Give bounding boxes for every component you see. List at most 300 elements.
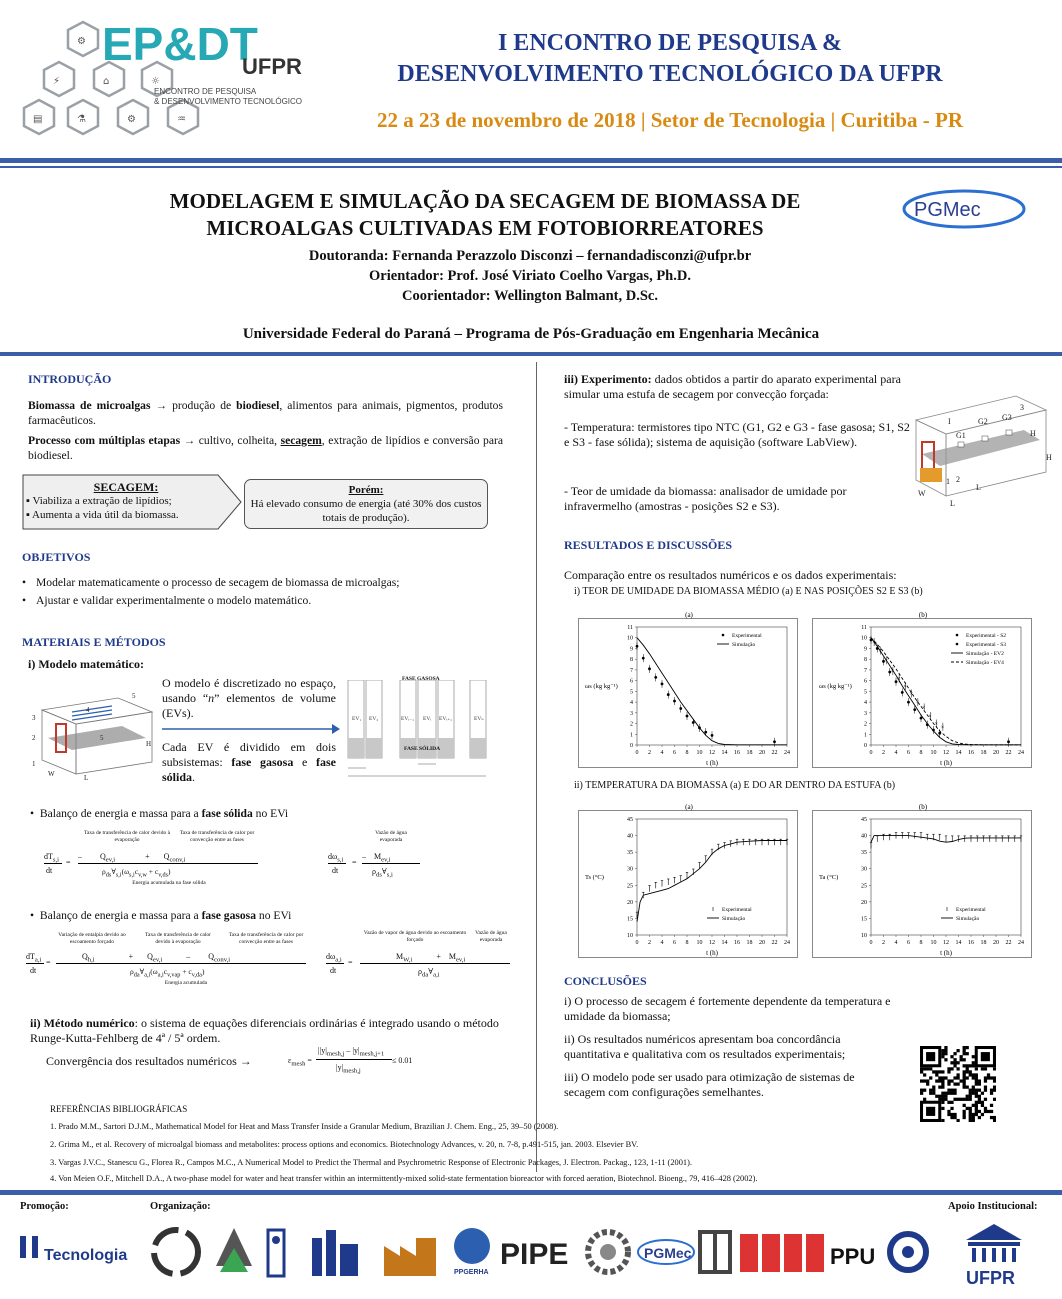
tecnologia-logo [20, 1230, 127, 1264]
qr-module [947, 1079, 950, 1082]
y-tick-label: 3 [864, 710, 867, 717]
legend-label: Simulação - EV2 [966, 651, 1004, 657]
qr-module [975, 1113, 978, 1116]
data-point: × [915, 700, 920, 707]
methods-heading: MATERIAIS E MÉTODOS [22, 635, 166, 649]
svg-text:L: L [950, 499, 955, 508]
eq-annotation: Variação de entalpia devido ao escoamento forçado [58, 932, 126, 945]
qr-module [947, 1101, 950, 1104]
y-axis-label: ωs (kg kg⁻¹) [585, 683, 618, 690]
tower-logo [268, 1230, 284, 1276]
data-point: × [890, 668, 895, 675]
y-tick-label: 6 [864, 678, 867, 685]
legend-label: Experimental [732, 633, 762, 639]
svg-text:PIPE: PIPE [500, 1238, 569, 1271]
y-tick-label: 1 [864, 732, 867, 739]
qr-module [935, 1079, 938, 1082]
qr-module [993, 1116, 996, 1119]
lab-logo [700, 1232, 730, 1272]
qr-module [938, 1098, 941, 1101]
qr-finder-core [926, 1052, 935, 1061]
header-rule [0, 158, 1062, 163]
qr-module [966, 1064, 969, 1067]
x-axis-label: t (h) [940, 759, 952, 767]
qr-module [963, 1116, 966, 1119]
qr-module [953, 1092, 956, 1095]
y-tick-label: 11 [627, 625, 633, 631]
qr-module [956, 1098, 959, 1101]
objectives-heading: OBJETIVOS [22, 550, 91, 564]
x-tick-label: 2 [648, 750, 651, 756]
qr-module [938, 1086, 941, 1089]
y-tick-label: 45 [627, 817, 633, 823]
results-intro: Comparação entre os resultados numéricos e os dados experimentais: [564, 568, 897, 582]
qr-module [950, 1113, 953, 1116]
qr-module [972, 1113, 975, 1116]
y-tick-label: 30 [627, 866, 633, 873]
qr-module [941, 1082, 944, 1085]
x-tick-label: 4 [894, 750, 898, 756]
results-caption-temperature: ii) TEMPERATURA DA BIOMASSA (a) E DO AR DENTRO DA ESTUFA (b) [574, 780, 896, 791]
qr-module [953, 1052, 956, 1055]
x-tick-label: 24 [784, 750, 790, 756]
event-logo [14, 8, 344, 148]
y-tick-label: 45 [861, 817, 867, 823]
qr-module [975, 1101, 978, 1104]
x-tick-label: 12 [943, 750, 949, 756]
x-tick-label: 4 [660, 940, 664, 946]
x-tick-label: 22 [1005, 750, 1012, 756]
section-rule [0, 352, 1062, 356]
y-tick-label: 3 [630, 710, 633, 717]
qr-module [966, 1095, 969, 1098]
model-arrow [160, 722, 340, 736]
legend-marker [956, 643, 959, 646]
qr-module [953, 1082, 956, 1085]
qr-module [960, 1055, 963, 1058]
qr-module [972, 1064, 975, 1067]
x-tick-label: 6 [673, 940, 676, 946]
svg-text:G1: G1 [956, 431, 966, 440]
qr-module [947, 1110, 950, 1113]
svg-text:PPGERHA: PPGERHA [454, 1269, 489, 1276]
data-point: × [872, 640, 876, 647]
svg-text:☼: ☼ [151, 76, 160, 87]
y-axis-label: Ts (°C) [585, 874, 604, 881]
plot-frame [637, 627, 787, 745]
qr-module [978, 1110, 981, 1113]
footer-support-label: Apoio Institucional: [948, 1201, 1038, 1212]
y-tick-label: 15 [861, 916, 867, 923]
qr-module [950, 1055, 953, 1058]
qr-module [969, 1070, 972, 1073]
qr-module [941, 1079, 944, 1082]
qr-module [920, 1067, 923, 1070]
x-tick-label: 22 [771, 940, 778, 946]
references-heading: REFERÊNCIAS BIBLIOGRÁFICAS [50, 1104, 188, 1114]
chart-moisture-average [578, 611, 798, 768]
qr-module [956, 1067, 959, 1070]
svg-text:H: H [1030, 429, 1036, 438]
qr-module [978, 1116, 981, 1119]
svg-text:I: I [948, 417, 951, 426]
qr-module [963, 1064, 966, 1067]
svg-text:1: 1 [946, 477, 950, 486]
legend-label: Simulação [722, 916, 746, 922]
column-divider [536, 362, 537, 1172]
data-point [648, 667, 651, 670]
data-point: × [922, 705, 926, 712]
qr-module [926, 1082, 929, 1085]
qr-module [981, 1113, 984, 1116]
qr-module [978, 1098, 981, 1101]
qr-module [972, 1089, 975, 1092]
x-tick-label: 24 [1018, 750, 1024, 756]
qr-module [950, 1067, 953, 1070]
objective-item: • Modelar matematicamente o processo de secagem de biomassa de microalgas; [22, 575, 522, 591]
qr-module [941, 1055, 944, 1058]
however-box: Porém: Há elevado consumo de energia (até 30% dos custos totais de produção). [244, 479, 488, 529]
qr-module [984, 1086, 987, 1089]
event-title: I ENCONTRO DE PESQUISA & DESENVOLVIMENTO TECNOLÓGICO DA UFPR [397, 30, 943, 87]
eq-annotation: Energia acumulada na fase sólida [132, 880, 206, 886]
qr-module [969, 1064, 972, 1067]
svg-text:W: W [918, 489, 926, 498]
ppu-logo [830, 1244, 875, 1269]
x-tick-label: 24 [1018, 940, 1024, 946]
qr-module [920, 1079, 923, 1082]
x-tick-label: 18 [746, 940, 753, 946]
qr-module [960, 1098, 963, 1101]
y-tick-label: 25 [627, 883, 633, 890]
qr-module [956, 1073, 959, 1076]
data-point: × [909, 691, 914, 698]
dryer-schematic [28, 690, 160, 782]
svg-text:& DESENVOLVIMENTO TECNOLÓGICO: & DESENVOLVIMENTO TECNOLÓGICO [154, 97, 303, 106]
qr-module [984, 1110, 987, 1113]
chart-moisture-positions [812, 611, 1032, 768]
svg-text:PGMec: PGMec [644, 1245, 692, 1261]
numeric-method: ii) Método numérico: o sistema de equações diferenciais ordinárias é integrado usando o método Runge-Kutta-Fehlberg de 4ª / 5ª ordem. [30, 1016, 499, 1045]
svg-text:ENCONTRO DE PESQUISA: ENCONTRO DE PESQUISA [154, 87, 257, 96]
qr-module [947, 1089, 950, 1092]
qr-module [941, 1086, 944, 1089]
qr-module [932, 1089, 935, 1092]
qr-module [978, 1082, 981, 1085]
qr-module [950, 1092, 953, 1095]
series-line [637, 638, 787, 745]
qr-module [960, 1058, 963, 1061]
qr-module [929, 1092, 932, 1095]
data-point [654, 676, 657, 679]
data-point [1007, 740, 1010, 743]
qr-module [987, 1110, 990, 1113]
convergence-text: Convergência dos resultados numéricos → [46, 1054, 252, 1068]
y-tick-label: 8 [630, 657, 633, 664]
x-tick-label: 20 [993, 750, 999, 756]
qr-module [972, 1119, 975, 1122]
qr-module [963, 1049, 966, 1052]
eq-annotation: Taxa de transferência de calor por convecção entre as fases [228, 932, 304, 945]
x-tick-label: 8 [919, 940, 923, 946]
experiment-temperature: - Temperatura: termistores tipo NTC (G1, G2 e G3 - fase gasosa; S1, S2 e S3 - fase sólida); sistema de aquisição (software LabView). [564, 420, 910, 449]
x-tick-label: 0 [635, 940, 639, 946]
y-tick-label: 10 [861, 933, 867, 939]
y-axis-label: ωs (kg kg⁻¹) [819, 683, 852, 690]
qr-module [984, 1107, 987, 1110]
qr-module [993, 1098, 996, 1101]
objectives-list [22, 575, 522, 609]
conclusion-item: iii) O modelo pode ser usado para otimização de sistemas de secagem com configurações semelhantes. [564, 1070, 855, 1099]
qr-module [993, 1067, 996, 1070]
qr-module [990, 1110, 993, 1113]
header-rule-thin [0, 166, 1062, 168]
qr-module [941, 1052, 944, 1055]
qr-finder-core [926, 1107, 935, 1116]
data-point [704, 731, 707, 734]
qr-module [993, 1079, 996, 1082]
eq-annotation: Taxa de transferência de calor devido à evaporação [83, 830, 171, 843]
legend-marker [722, 634, 725, 637]
svg-text:2: 2 [956, 475, 960, 484]
panel-label: (b) [918, 611, 928, 619]
x-tick-label: 0 [869, 750, 873, 756]
eq-annotation: Taxa de transferência de calor por convecção entre as fases [179, 830, 255, 843]
qr-module [963, 1058, 966, 1061]
x-tick-label: 12 [709, 750, 715, 756]
qr-module [984, 1098, 987, 1101]
qr-module [972, 1073, 975, 1076]
solid-phase-label: FASE SÓLIDA [404, 746, 441, 752]
qr-module [941, 1101, 944, 1104]
qr-module [972, 1104, 975, 1107]
qr-module [978, 1095, 981, 1098]
panel-label: (a) [685, 611, 693, 619]
droplet-logo [216, 1228, 252, 1272]
qr-module [993, 1089, 996, 1092]
intro-paragraph-2: Processo com múltiplas etapas → cultivo, colheita, secagem, extração de lipídios e conversão para biodiesel. [28, 434, 503, 462]
qr-module [963, 1086, 966, 1089]
y-axis-label: Ta (°C) [819, 874, 839, 881]
coadvisor-line: Coorientador: Wellington Balmant, D.Sc. [402, 288, 658, 304]
x-tick-label: 10 [930, 940, 937, 946]
qr-module [935, 1073, 938, 1076]
qr-module [941, 1095, 944, 1098]
conclusions-heading: CONCLUSÕES [564, 974, 647, 988]
chart-biomass-temperature [578, 803, 798, 958]
qr-module [972, 1116, 975, 1119]
qr-module [963, 1113, 966, 1116]
qr-module [953, 1116, 956, 1119]
svg-text:⚙: ⚙ [77, 36, 86, 47]
x-tick-label: 10 [696, 750, 703, 756]
svg-text:G2: G2 [978, 417, 988, 426]
qr-module [950, 1101, 953, 1104]
x-tick-label: 18 [980, 750, 987, 756]
qr-module [993, 1119, 996, 1122]
qr-module [969, 1113, 972, 1116]
x-tick-label: 2 [648, 940, 651, 946]
data-point [636, 645, 639, 648]
qr-module [969, 1089, 972, 1092]
data-point: × [884, 658, 889, 665]
svg-text:⌂: ⌂ [103, 76, 110, 87]
svg-text:1: 1 [32, 760, 36, 768]
results-heading: RESULTADOS E DISCUSSÕES [564, 538, 733, 552]
data-point [673, 700, 676, 703]
qr-module [953, 1089, 956, 1092]
y-tick-label: 6 [630, 678, 633, 685]
circle-logo [890, 1234, 926, 1270]
svg-text:⚗: ⚗ [77, 114, 86, 125]
y-tick-label: 40 [861, 833, 867, 840]
qr-module [966, 1086, 969, 1089]
intro-paragraph-1: Biomassa de microalgas → produção de biodiesel, alimentos para animais, pigmentos, produtos farmacêuticos. [28, 399, 503, 427]
qr-module [956, 1061, 959, 1064]
qr-finder-core [981, 1052, 990, 1061]
qr-module [944, 1049, 947, 1052]
qr-module [972, 1061, 975, 1064]
qr-module [941, 1076, 944, 1079]
qr-module [975, 1082, 978, 1085]
legend-marker [956, 634, 959, 637]
qr-module [935, 1095, 938, 1098]
advisor-line: Orientador: Prof. José Viriato Coelho Vargas, Ph.D. [369, 268, 691, 284]
qr-module [975, 1107, 978, 1110]
qr-module [969, 1119, 972, 1122]
footer-promo-label: Promoção: [20, 1201, 69, 1212]
svg-text:EP&DT: EP&DT [102, 18, 258, 70]
gas-balance-heading: • Balanço de energia e massa para a fase gasosa no EVi [30, 909, 292, 922]
x-tick-label: 14 [955, 750, 962, 756]
gear-logo [588, 1232, 628, 1272]
svg-text:3: 3 [32, 714, 36, 722]
qr-module [963, 1076, 966, 1079]
y-tick-label: 11 [861, 625, 867, 631]
qr-module [981, 1092, 984, 1095]
svg-text:UFPR: UFPR [966, 1268, 1015, 1288]
x-tick-label: 6 [673, 750, 676, 756]
svg-text:G3: G3 [1002, 413, 1012, 422]
data-point [711, 734, 714, 737]
x-axis-label: t (h) [706, 949, 718, 957]
x-tick-label: 16 [734, 940, 740, 946]
qr-module [944, 1095, 947, 1098]
pipe-logo [500, 1238, 568, 1271]
qr-module [923, 1067, 926, 1070]
panel-label: (a) [685, 803, 693, 811]
eq-annotation: Vazão de água evaporada [475, 930, 507, 943]
x-tick-label: 2 [882, 940, 885, 946]
ppgerha-logo [454, 1228, 490, 1276]
qr-module [941, 1092, 944, 1095]
qr-module [935, 1070, 938, 1073]
legend-label: Experimental - S3 [966, 642, 1007, 648]
x-tick-label: 16 [968, 940, 974, 946]
qr-module [938, 1070, 941, 1073]
legend-label: Experimental - S2 [966, 633, 1007, 639]
x-tick-label: 14 [955, 940, 962, 946]
qr-module [990, 1092, 993, 1095]
qr-module [929, 1067, 932, 1070]
data-point [667, 693, 670, 696]
qr-module [963, 1110, 966, 1113]
experiment-text: iii) Experimento: dados obtidos a partir do aparato experimental para simular uma estufa de secagem por convecção forçada: [564, 372, 901, 401]
building-logo [312, 1230, 358, 1276]
qr-module [956, 1119, 959, 1122]
data-point [901, 691, 904, 694]
qr-module [966, 1052, 969, 1055]
qr-module [975, 1092, 978, 1095]
ufpr-logo [966, 1224, 1022, 1288]
conclusion-item: ii) Os resultados numéricos apresentam boa concordância quantitativa e qualitativa com os resultados experimentais; [564, 1032, 846, 1061]
qr-module [990, 1116, 993, 1119]
x-tick-label: 14 [721, 940, 728, 946]
experiment-moisture: - Teor de umidade da biomassa: analisador de umidade por infravermelho (amostras - posições S2 e S3). [564, 484, 847, 513]
conclusion-item: i) O processo de secagem é fortemente dependente da temperatura e umidade da biomassa; [564, 994, 891, 1023]
legend-label: Experimental [956, 907, 986, 913]
qr-module [972, 1076, 975, 1079]
qr-module [932, 1092, 935, 1095]
data-point [907, 701, 910, 704]
author-line: Doutoranda: Fernanda Perazzolo Disconzi – fernandadisconzi@ufpr.br [308, 248, 752, 264]
qr-module [947, 1070, 950, 1073]
x-tick-label: 6 [907, 750, 910, 756]
qr-module [941, 1107, 944, 1110]
svg-text:H: H [146, 740, 152, 748]
x-tick-label: 8 [919, 750, 923, 756]
legend-label: Simulação - EV4 [966, 660, 1004, 666]
qr-module [932, 1070, 935, 1073]
qr-module [969, 1110, 972, 1113]
qr-module [972, 1092, 975, 1095]
x-tick-label: 20 [759, 940, 765, 946]
qr-module [966, 1067, 969, 1070]
y-tick-label: 8 [864, 657, 867, 664]
qr-code[interactable] [920, 1046, 996, 1122]
x-tick-label: 0 [869, 940, 873, 946]
qr-module [963, 1104, 966, 1107]
qr-module [950, 1089, 953, 1092]
x-tick-label: 8 [685, 750, 689, 756]
y-tick-label: 7 [630, 667, 633, 674]
y-tick-label: 4 [630, 700, 633, 707]
x-tick-label: 10 [930, 750, 937, 756]
y-tick-label: 40 [627, 833, 633, 840]
x-tick-label: 4 [660, 750, 664, 756]
legend-label: Experimental [722, 907, 752, 913]
qr-module [978, 1089, 981, 1092]
qr-module [923, 1073, 926, 1076]
qr-module [969, 1095, 972, 1098]
svg-text:UFPR: UFPR [242, 54, 302, 79]
qr-module [975, 1104, 978, 1107]
y-tick-label: 4 [864, 700, 867, 707]
y-tick-label: 20 [861, 899, 867, 906]
qr-module [944, 1076, 947, 1079]
reference-item: 4. Von Meien O.F., Mitchell D.A., A two-phase model for water and heat transfer within an intermittently-mixed solid-state fermentation bioreactor with forced aeration, Biotechnol. Bioeng., 79, 416–428 (2002). [50, 1174, 758, 1183]
qr-module [926, 1079, 929, 1082]
qr-module [969, 1092, 972, 1095]
panel-label: (b) [918, 803, 928, 811]
ev-label: EV₁ [352, 716, 362, 722]
svg-text:5: 5 [132, 692, 136, 700]
qr-module [981, 1067, 984, 1070]
x-tick-label: 24 [784, 940, 790, 946]
qr-module [953, 1098, 956, 1101]
qr-module [947, 1092, 950, 1095]
x-axis-label: t (h) [940, 949, 952, 957]
